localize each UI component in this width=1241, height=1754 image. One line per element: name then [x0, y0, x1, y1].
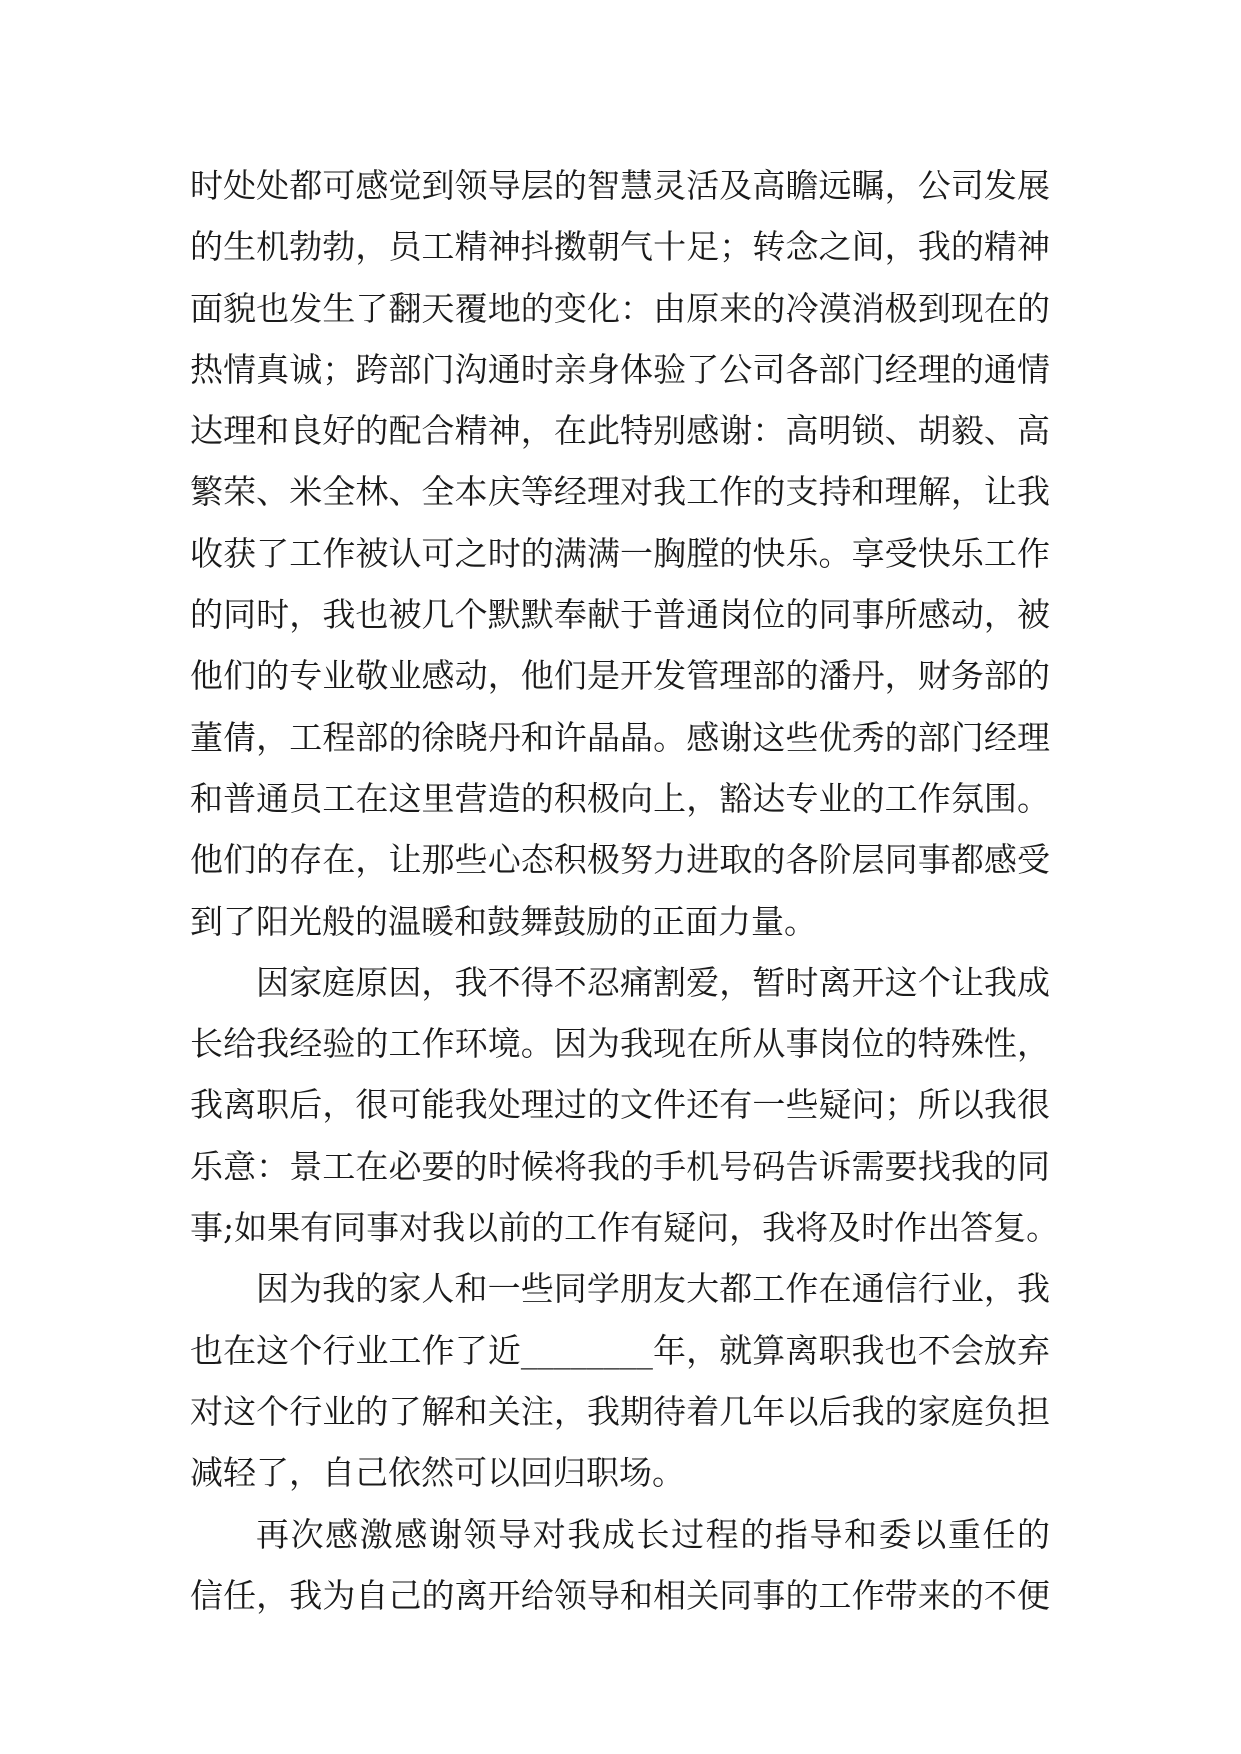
text-line: 收获了工作被认可之时的满满一胸膛的快乐。享受快乐工作: [190, 533, 1050, 573]
text-line: 和普通员工在这里营造的积极向上，豁达专业的工作氛围。: [190, 778, 1050, 818]
text-line: 他们的存在，让那些心态积极努力进取的各阶层同事都感受: [190, 840, 1050, 880]
text-line: 时处处都可感觉到领导层的智慧灵活及高瞻远瞩，公司发展: [190, 166, 1050, 205]
paragraph-start-line: 再次感激感谢领导对我成长过程的指导和委以重任的: [256, 1514, 1050, 1554]
text-line: 也在这个行业工作了近________年，就算离职我也不会放弃: [190, 1330, 1050, 1370]
text-line: 繁荣、米全林、全本庆等经理对我工作的支持和理解，让我: [190, 472, 1050, 512]
text-line: 长给我经验的工作环境。因为我现在所从事岗位的特殊性，: [190, 1024, 1050, 1064]
text-line: 我离职后，很可能我处理过的文件还有一些疑问；所以我很: [190, 1085, 1050, 1125]
paragraph-start-line: 因家庭原因，我不得不忍痛割爱，暂时离开这个让我成: [256, 962, 1050, 1002]
text-line: 热情真诚；跨部门沟通时亲身体验了公司各部门经理的通情: [190, 349, 1050, 389]
paragraph-start-line: 因为我的家人和一些同学朋友大都工作在通信行业，我: [256, 1269, 1050, 1309]
text-line: 对这个行业的了解和关注，我期待着几年以后我的家庭负担: [190, 1391, 1050, 1431]
text-line: 的生机勃勃，员工精神抖擞朝气十足；转念之间，我的精神: [190, 227, 1050, 267]
body-text: [190, 155, 1060, 1626]
text-line: 减轻了，自己依然可以回归职场。: [190, 1453, 685, 1493]
text-line: 他们的专业敬业感动，他们是开发管理部的潘丹，财务部的: [190, 656, 1050, 696]
text-line: 乐意：景工在必要的时候将我的手机号码告诉需要找我的同: [190, 1146, 1050, 1186]
text-line: 到了阳光般的温暖和鼓舞鼓励的正面力量。: [190, 901, 817, 941]
text-line: 信任，我为自己的离开给领导和相关同事的工作带来的不便: [190, 1575, 1050, 1615]
text-line: 的同时，我也被几个默默奉献于普通岗位的同事所感动，被: [190, 595, 1050, 635]
text-line: 董倩，工程部的徐晓丹和许晶晶。感谢这些优秀的部门经理: [190, 717, 1050, 757]
text-line: 达理和良好的配合精神，在此特别感谢：高明锁、胡毅、高: [190, 411, 1050, 451]
text-line: 事;如果有同事对我以前的工作有疑问，我将及时作出答复。: [190, 1208, 1060, 1248]
text-line: 面貌也发生了翻天覆地的变化：由原来的冷漠消极到现在的: [190, 288, 1050, 328]
